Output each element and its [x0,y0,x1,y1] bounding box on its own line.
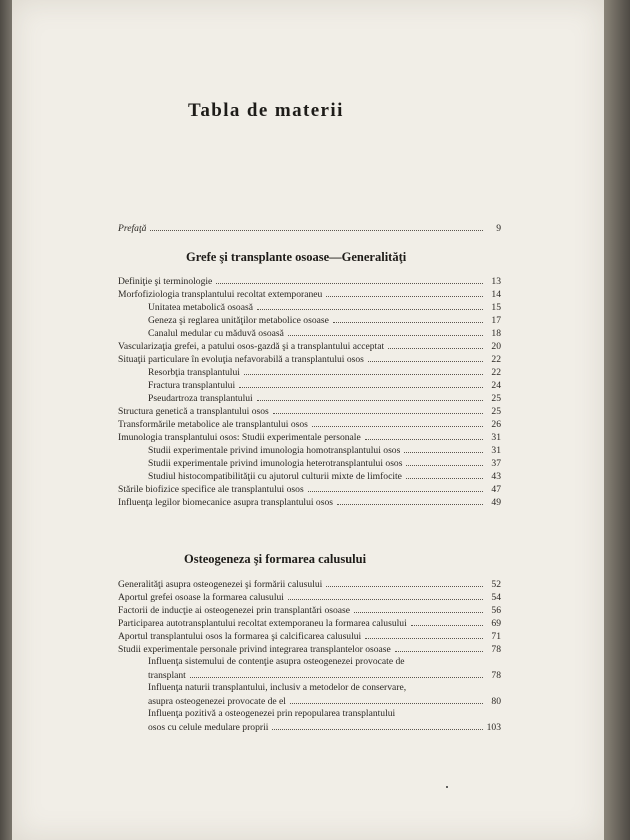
toc-row [118,708,501,721]
toc-entry-label: Resorbţia transplantului [148,367,240,378]
toc-row [118,470,501,483]
section-heading: Osteogeneza şi formarea calusului [184,552,367,566]
toc-row [118,578,501,591]
toc-entry-label: Geneza şi reglarea unităţilor metabolice osoase [148,315,329,326]
toc-entry-label: Studii experimentale privind imunologia homotransplantului osos [148,445,401,456]
dot-leader [150,222,483,231]
toc-section-generalitati [118,275,501,509]
toc-entry-label: Morfofiziologia transplantului recoltat extemporaneu [118,289,323,300]
dot-leader [257,301,483,310]
dot-leader [273,405,483,414]
toc-row [118,405,501,418]
toc-entry-label: Generalităţi asupra osteogenezei şi formării calusului [118,579,323,590]
toc-row [118,483,501,496]
toc-entry-label: Vascularizaţia grefei, a patului osos-gazdă şi a transplantului acceptat [118,341,385,352]
toc-row [118,721,501,734]
toc-entry-label: Prefaţă [118,223,147,234]
toc-row [118,327,501,340]
toc-row [118,431,501,444]
toc-row [118,604,501,617]
dot-leader [257,392,483,401]
toc-page-number: 47 [491,484,501,495]
dot-leader [326,578,483,587]
toc-page-number: 78 [491,670,501,681]
toc-entry-label: Imunologia transplantului osos: Studii experimentale personale [118,432,361,443]
toc-entry-label: Factorii de inducţie ai osteogenezei prin transplantări osoase [118,605,351,616]
toc-page-number: 22 [491,367,501,378]
toc-entry-label: Stările biofizice specifice ale transplantului osos [118,484,304,495]
toc-entry-label: Aportul grefei osoase la formarea calusului [118,592,284,603]
dot-leader [312,418,483,427]
preface-entry [118,222,501,235]
dot-leader [404,444,483,453]
dot-leader [216,275,483,284]
dot-leader [406,470,483,479]
dot-leader [308,483,483,492]
toc-row [118,418,501,431]
toc-page-number: 43 [491,471,501,482]
toc-row [118,275,501,288]
book-edge-shadow [604,0,630,840]
toc-entry-label: Structura genetică a transplantului osos [118,406,269,417]
dot-leader [288,591,483,600]
toc-row [118,496,501,509]
toc-entry-label: Unitatea metabolică osoasă [148,302,253,313]
toc-page-number: 18 [491,328,501,339]
section-heading: Grefe şi transplante osoase—Generalităţi [186,250,407,264]
dot-leader [239,379,483,388]
toc-page-number: 24 [491,380,501,391]
dot-leader [365,431,483,440]
toc-page-number: 56 [491,605,501,616]
toc-entry-label: Transformările metabolice ale transplantului osos [118,419,308,430]
dot-leader [272,721,482,730]
toc-entry-label: Studiul histocompatibilităţii cu ajutorul culturii mixte de limfocite [148,471,402,482]
dot-leader [395,643,483,652]
toc-page-number: 78 [491,644,501,655]
toc-page-number: 17 [491,315,501,326]
toc-page-number: 22 [491,354,501,365]
toc-row [118,366,501,379]
toc-row [118,314,501,327]
page-speck [446,786,448,788]
toc-entry-label: Canalul medular cu măduvă osoasă [148,328,284,339]
toc-entry-label: Definiţie şi terminologie [118,276,213,287]
dot-leader [388,340,483,349]
toc-page-number: 49 [491,497,501,508]
dot-leader [406,457,483,466]
toc-page-number: 20 [491,341,501,352]
toc-row [118,379,501,392]
dot-leader [326,288,483,297]
toc-entry-label: Influenţa sistemului de contenţie asupra osteogenezei provocate de [148,656,405,667]
toc-page-number: 9 [496,223,501,234]
toc-row [118,288,501,301]
dot-leader [337,496,483,505]
toc-page-number: 54 [491,592,501,603]
toc-page-number: 52 [491,579,501,590]
toc-entry-label: transplant [148,670,186,681]
toc-row [118,222,501,235]
page-title: Tabla de materii [188,100,344,121]
toc-page-number: 103 [486,722,501,733]
dot-leader [365,630,483,639]
toc-entry-label: Fractura transplantului [148,380,236,391]
toc-entry-label: osos cu celule medulare proprii [148,722,269,733]
toc-row [118,682,501,695]
toc-page-number: 15 [491,302,501,313]
toc-page-number: 13 [491,276,501,287]
toc-entry-label: asupra osteogenezei provocate de el [148,696,286,707]
toc-section-osteogeneza [118,578,501,734]
toc-row [118,392,501,405]
dot-leader [354,604,483,613]
toc-entry-label: Pseudartroza transplantului [148,393,253,404]
toc-entry-label: Situaţii particulare în evoluţia nefavorabilă a transplantului osos [118,354,364,365]
toc-row [118,353,501,366]
toc-entry-label: Studii experimentale privind imunologia heterotransplantului osos [148,458,403,469]
toc-row [118,591,501,604]
toc-entry-label: Influenţa naturii transplantului, inclusiv a metodelor de conservare, [148,682,407,693]
toc-row [118,695,501,708]
toc-entry-label: Influenţa pozitivă a osteogenezei prin repopularea transplantului [148,708,396,719]
dot-leader [288,327,483,336]
toc-row [118,444,501,457]
toc-entry-label: Studii experimentale personale privind integrarea transplantelor osoase [118,644,391,655]
toc-page-number: 14 [491,289,501,300]
dot-leader [290,695,483,704]
toc-page-number: 37 [491,458,501,469]
toc-row [118,656,501,669]
dot-leader [333,314,483,323]
toc-row [118,457,501,470]
toc-row [118,340,501,353]
toc-entry-label: Influenţa legilor biomecanice asupra transplantului osos [118,497,333,508]
dot-leader [411,617,483,626]
toc-page-number: 31 [491,445,501,456]
dot-leader [190,669,483,678]
toc-row [118,643,501,656]
dot-leader [244,366,483,375]
toc-page-number: 80 [491,696,501,707]
toc-page-number: 71 [491,631,501,642]
toc-row [118,630,501,643]
toc-page-number: 25 [491,393,501,404]
toc-page-number: 31 [491,432,501,443]
toc-page-number: 25 [491,406,501,417]
toc-entry-label: Aportul transplantului osos la formarea şi calcificarea calusului [118,631,362,642]
book-spine-shadow [0,0,12,840]
toc-row [118,301,501,314]
toc-row [118,617,501,630]
toc-page-number: 26 [491,419,501,430]
dot-leader [368,353,483,362]
toc-page-number: 69 [491,618,501,629]
toc-row [118,669,501,682]
toc-entry-label: Participarea autotransplantului recoltat extemporaneu la formarea calusului [118,618,407,629]
